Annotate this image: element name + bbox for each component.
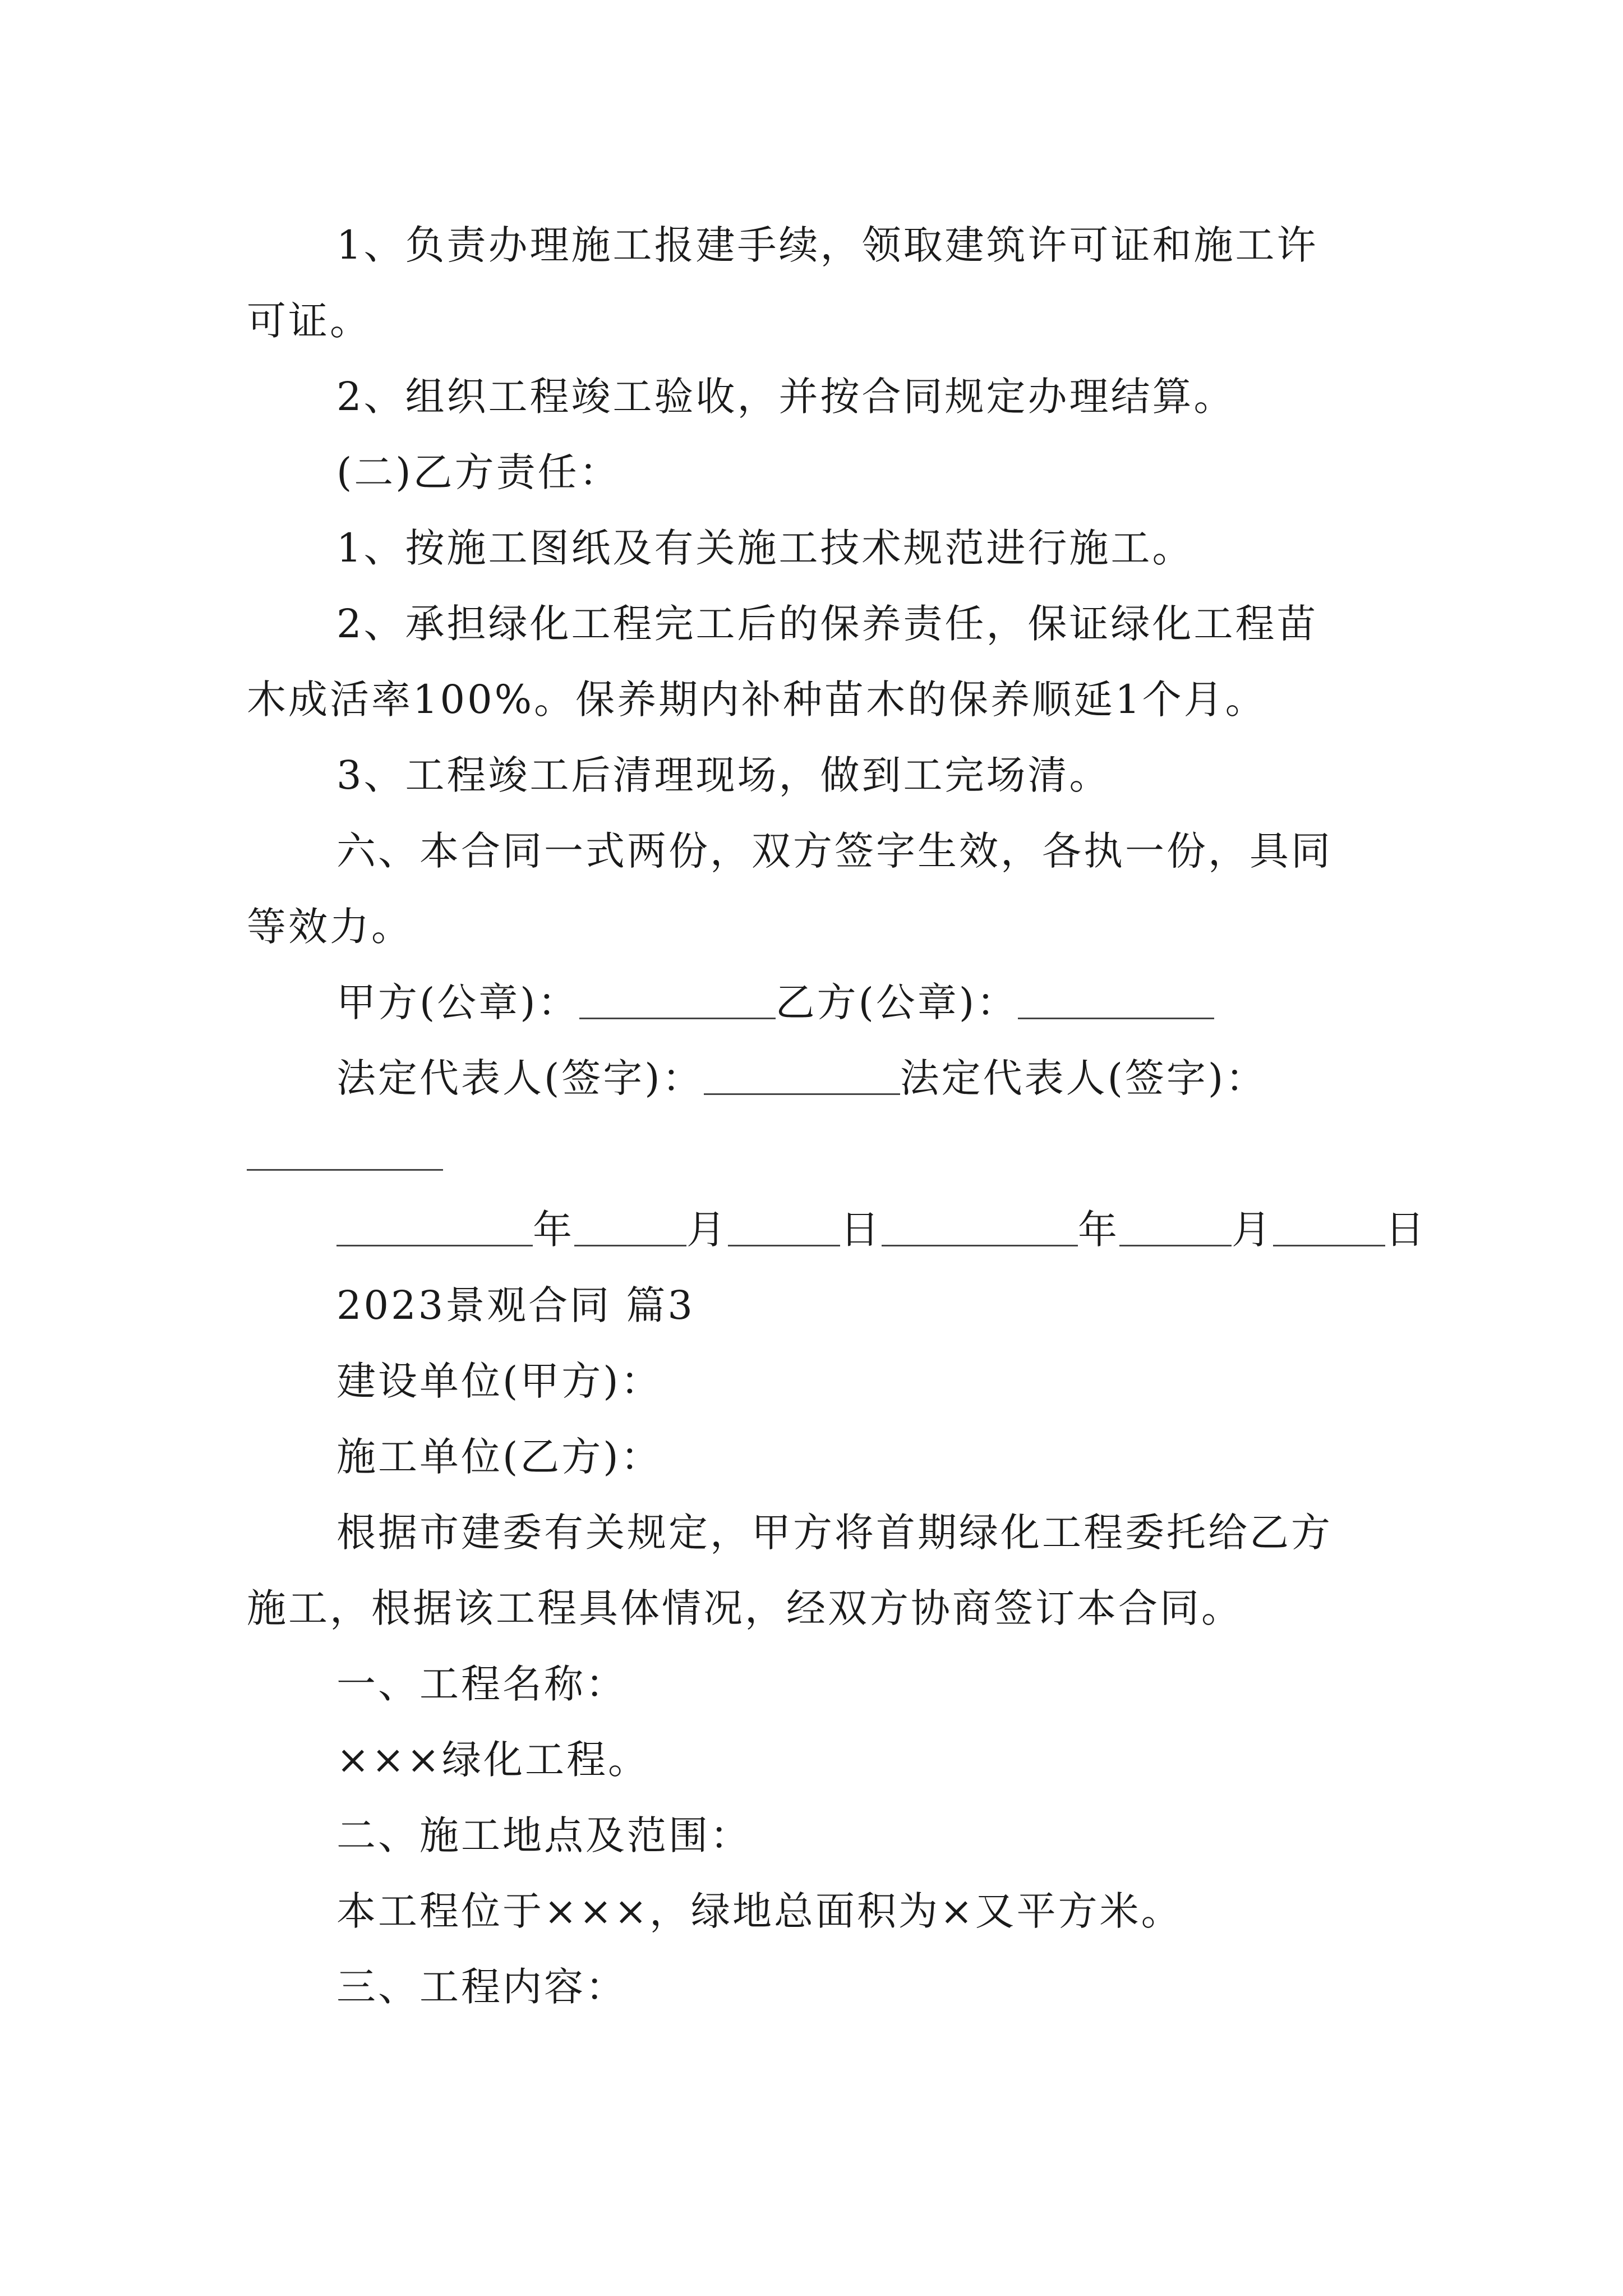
party-a-seal-blank[interactable]: [579, 978, 776, 1019]
paragraph-duty-b1: 1、按施工图纸及有关施工技术规范进行施工。: [336, 525, 1194, 571]
date-b-month-blank[interactable]: [1119, 1205, 1232, 1246]
paragraph-duty-b3: 3、工程竣工后清理现场，做到工完场清。: [336, 752, 1111, 798]
legal-rep-row: [247, 1041, 1391, 1116]
date-b-year-blank[interactable]: [882, 1205, 1078, 1246]
heading-party-b-duties: (二)乙方责任：: [336, 449, 621, 495]
legal-rep-b-blank[interactable]: [247, 1130, 443, 1171]
paragraph-duty-b2-line1: 2、承担绿化工程完工后的保养责任，保证绿化工程苗: [336, 601, 1318, 647]
item2-value: 本工程位于×××，绿地总面积为×又平方米。: [336, 1888, 1183, 1934]
legal-rep-b-row: [247, 1116, 1391, 1192]
intro-line2: 施工，根据该工程具体情况，经双方协商签订本合同。: [247, 1585, 1243, 1631]
builder-label: 建设单位(甲方)：: [336, 1358, 662, 1404]
paragraph-clause-six-line1: 六、本合同一式两份，双方签字生效，各执一份，具同: [336, 828, 1332, 874]
date-a-year-blank[interactable]: [336, 1205, 533, 1246]
date-a-day-blank[interactable]: [728, 1205, 840, 1246]
date-b-month-label: 月: [1232, 1207, 1273, 1253]
date-a-year-label: 年: [533, 1207, 574, 1253]
date-row: [247, 1192, 1427, 1268]
date-b-year-label: 年: [1078, 1207, 1119, 1253]
date-a-month-blank[interactable]: [574, 1205, 686, 1246]
contractor-label: 施工单位(乙方)：: [336, 1434, 662, 1480]
date-a-day-label: 日: [840, 1207, 882, 1253]
paragraph-duty-a2: 2、组织工程竣工验收，并按合同规定办理结算。: [336, 374, 1235, 420]
date-a-month-label: 月: [686, 1207, 728, 1253]
legal-rep-a-blank[interactable]: [704, 1054, 900, 1095]
item2-title: 二、施工地点及范围：: [336, 1812, 751, 1858]
item1-value: ×××绿化工程。: [336, 1737, 649, 1783]
party-b-seal-blank[interactable]: [1018, 978, 1214, 1019]
item3-title: 三、工程内容：: [336, 1964, 627, 2010]
date-b-day-label: 日: [1385, 1207, 1427, 1253]
party-b-seal-label: 乙方(公章)：: [775, 979, 1018, 1025]
legal-rep-a-label: 法定代表人(签字)：: [336, 1055, 704, 1101]
paragraph-duty-a1-line1: 1、负责办理施工报建手续，领取建筑许可证和施工许: [336, 222, 1318, 268]
document-body: [247, 208, 1427, 2025]
section-heading: 2023景观合同 篇3: [336, 1282, 695, 1328]
party-a-seal-label: 甲方(公章)：: [336, 979, 579, 1025]
seal-row: [247, 965, 1391, 1041]
legal-rep-b-label: 法定代表人(签字)：: [900, 1055, 1267, 1101]
paragraph-duty-b2-line2: 木成活率100%。保养期内补种苗木的保养顺延1个月。: [247, 677, 1267, 723]
paragraph-duty-a1-line2: 可证。: [247, 298, 371, 344]
date-b-day-blank[interactable]: [1273, 1205, 1385, 1246]
paragraph-clause-six-line2: 等效力。: [247, 904, 413, 950]
item1-title: 一、工程名称：: [336, 1661, 627, 1707]
intro-line1: 根据市建委有关规定，甲方将首期绿化工程委托给乙方: [336, 1510, 1332, 1556]
